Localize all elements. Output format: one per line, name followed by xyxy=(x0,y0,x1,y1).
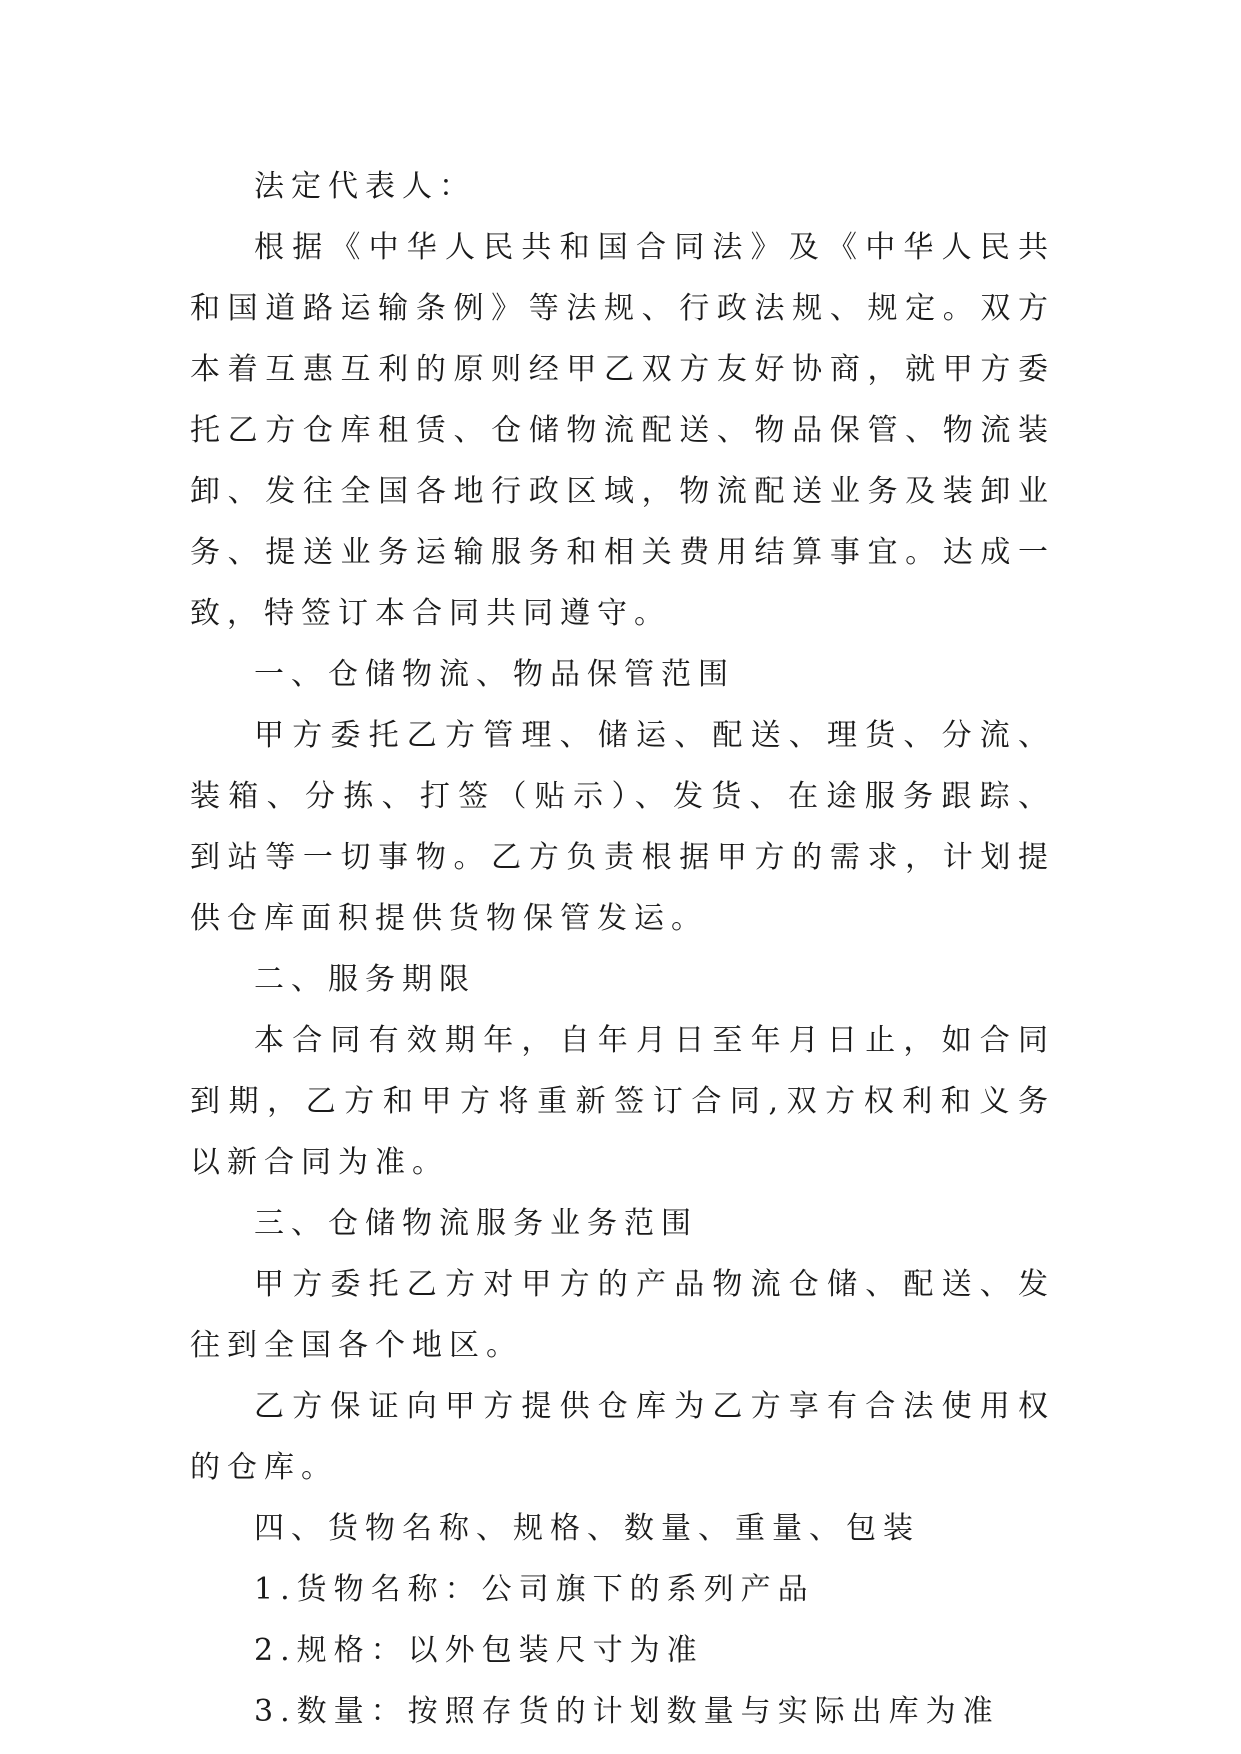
preamble-paragraph: 根据《中华人民共和国合同法》及《中华人民共和国道路运输条例》等法规、行政法规、规定。双方本着互惠互利的原则经甲乙双方友好协商，就甲方委托乙方仓库租赁、仓储物流配送、物品保管、物流装卸、发往全国各地行政区域，物流配送业务及装卸业务、提送业务运输服务和相关费用结算事宜。达成一致，特签订本合同共同遵守。 xyxy=(190,230,1055,631)
document-body xyxy=(190,156,1055,1742)
section-4-item-2: 2.规格：以外包装尺寸为准 xyxy=(254,1633,704,1668)
section-3-heading: 三、仓储物流服务业务范围 xyxy=(254,1206,698,1241)
legal-representative-line: 法定代表人： xyxy=(254,169,476,204)
section-1-heading: 一、仓储物流、物品保管范围 xyxy=(254,657,735,692)
section-2-heading: 二、服务期限 xyxy=(254,962,476,997)
section-1-paragraph: 甲方委托乙方管理、储运、配送、理货、分流、装箱、分拣、打签（贴示）、发货、在途服务跟踪、到站等一切事物。乙方负责根据甲方的需求，计划提供仓库面积提供货物保管发运。 xyxy=(190,718,1055,936)
section-2-paragraph: 本合同有效期年，自年月日至年月日止，如合同到期，乙方和甲方将重新签订合同,双方权利和义务以新合同为准。 xyxy=(190,1023,1055,1180)
section-3-paragraph-2: 乙方保证向甲方提供仓库为乙方享有合法使用权的仓库。 xyxy=(190,1389,1055,1485)
section-4-heading: 四、货物名称、规格、数量、重量、包装 xyxy=(254,1511,920,1546)
section-3-paragraph-1: 甲方委托乙方对甲方的产品物流仓储、配送、发往到全国各个地区。 xyxy=(190,1267,1055,1363)
section-4-item-1: 1.货物名称：公司旗下的系列产品 xyxy=(254,1572,815,1607)
section-4-item-3: 3.数量：按照存货的计划数量与实际出库为准 xyxy=(254,1694,1000,1729)
